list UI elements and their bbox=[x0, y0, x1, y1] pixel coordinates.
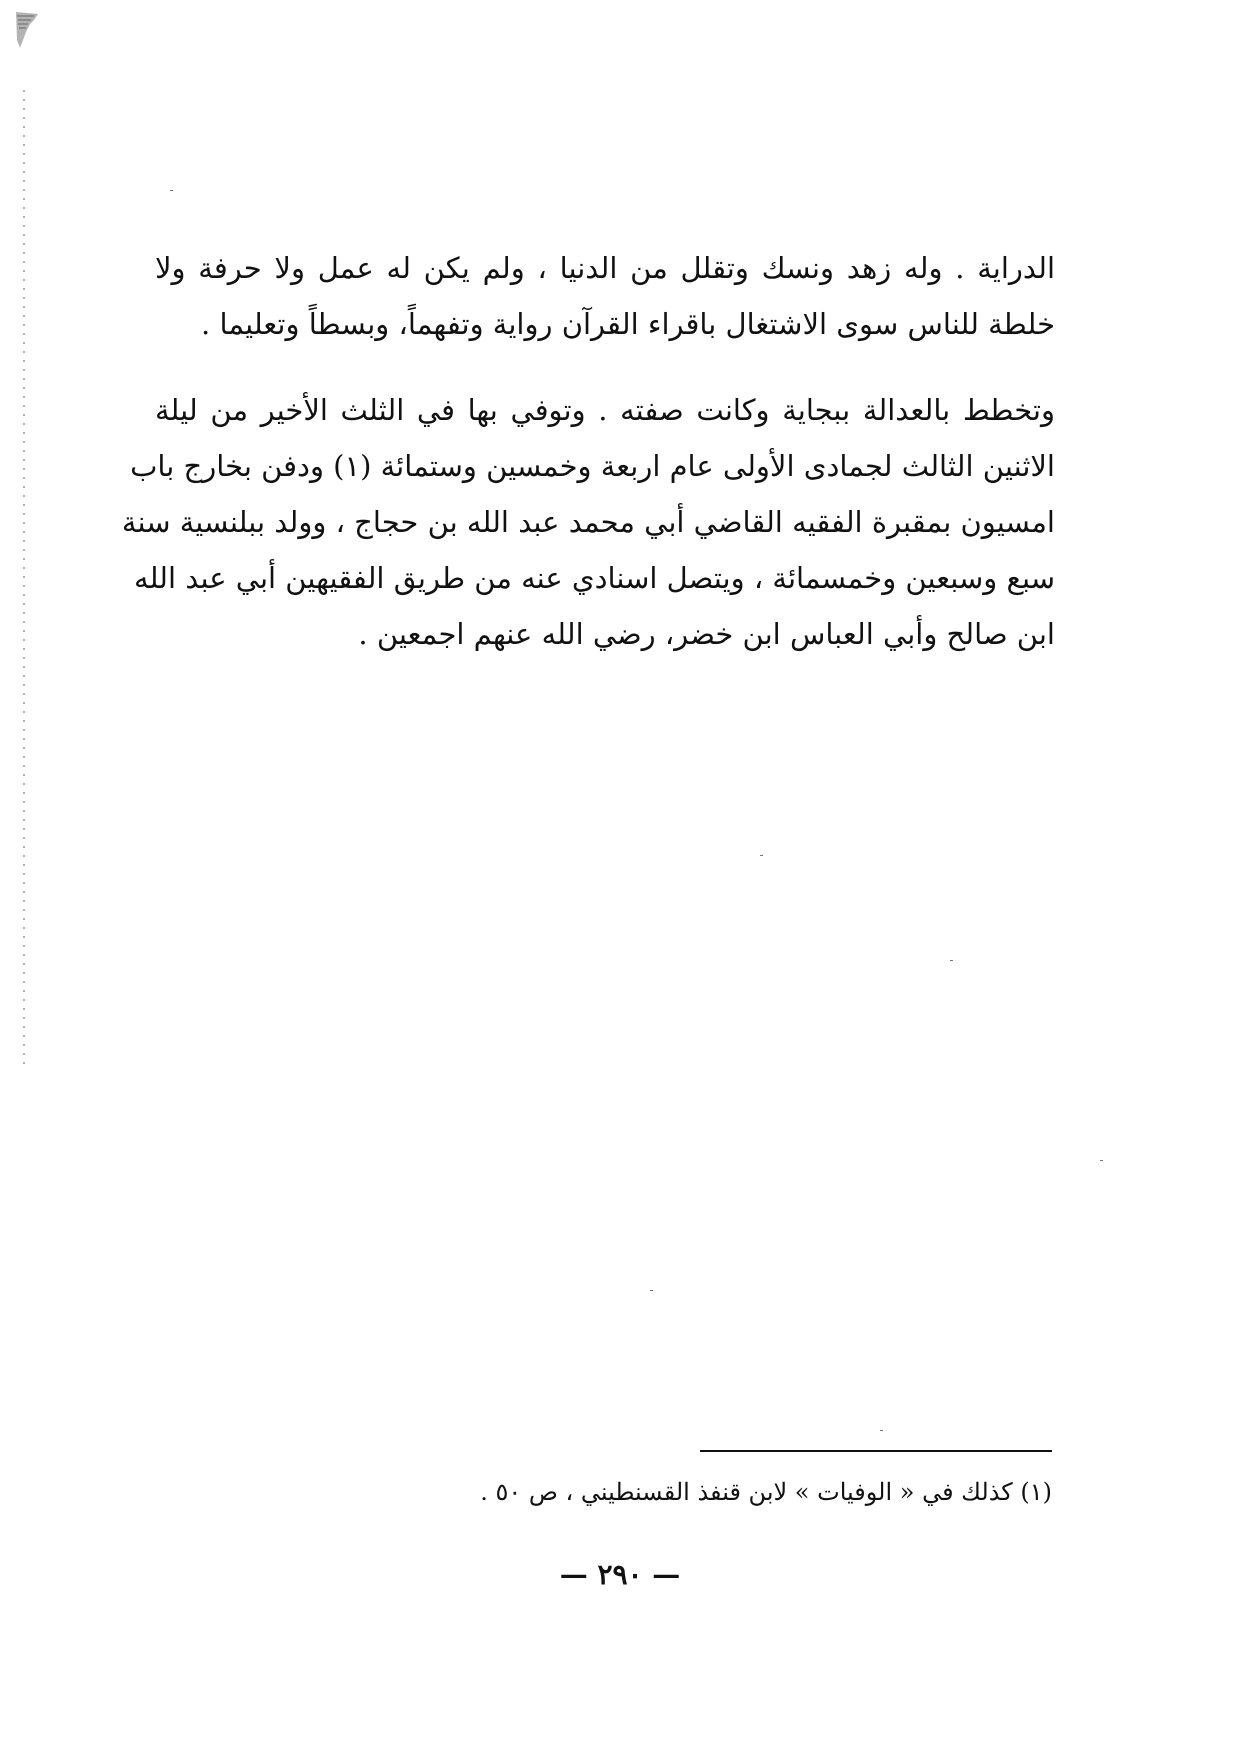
paragraph-2-line: ابن صالح وأبي العباس ابن خضر، رضي الله عنهم اجمعين . bbox=[358, 617, 1055, 651]
paragraph-1-line: خلطة للناس سوى الاشتغال باقراء القرآن رواية وتفهماً، وبسطاً وتعليما . bbox=[201, 307, 1055, 341]
scan-speck bbox=[880, 1430, 883, 1431]
footnote: (١) كذلك في « الوفيات » لابن قنفذ القسنطيني ، ص ٥٠ . bbox=[480, 1478, 1052, 1506]
scan-speck bbox=[170, 190, 173, 191]
scan-speck bbox=[1100, 1160, 1103, 1161]
paragraph-2-line: الاثنين الثالث لجمادى الأولى عام اربعة وخمسين وستمائة (١) ودفن بخارج باب bbox=[130, 449, 1055, 483]
scan-corner-mark bbox=[14, 10, 40, 50]
scan-speck bbox=[950, 960, 953, 961]
paragraph-1 bbox=[155, 240, 1055, 352]
paragraph-2-line: سبع وسبعين وخمسمائة ، ويتصل اسنادي عنه من طريق الفقيهين أبي عبد الله bbox=[134, 561, 1055, 595]
scan-speck bbox=[760, 855, 763, 856]
paragraph-2-line: وتخطط بالعدالة ببجاية وكانت صفته . وتوفي بها في الثلث الأخير من ليلة bbox=[155, 393, 1055, 427]
scan-edge-artifact bbox=[22, 90, 26, 1070]
scan-speck bbox=[650, 1290, 653, 1291]
page-number: — ٢٩٠ — bbox=[559, 1558, 681, 1591]
paragraph-1-line: الدراية . وله زهد ونسك وتقلل من الدنيا ، ولم يكن له عمل ولا حرفة ولا bbox=[155, 251, 1055, 285]
footnote-separator bbox=[700, 1450, 1052, 1452]
paragraph-2 bbox=[121, 382, 1055, 662]
paragraph-2-line: امسيون بمقبرة الفقيه القاضي أبي محمد عبد الله بن حجاج ، وولد ببلنسية سنة bbox=[121, 505, 1055, 539]
